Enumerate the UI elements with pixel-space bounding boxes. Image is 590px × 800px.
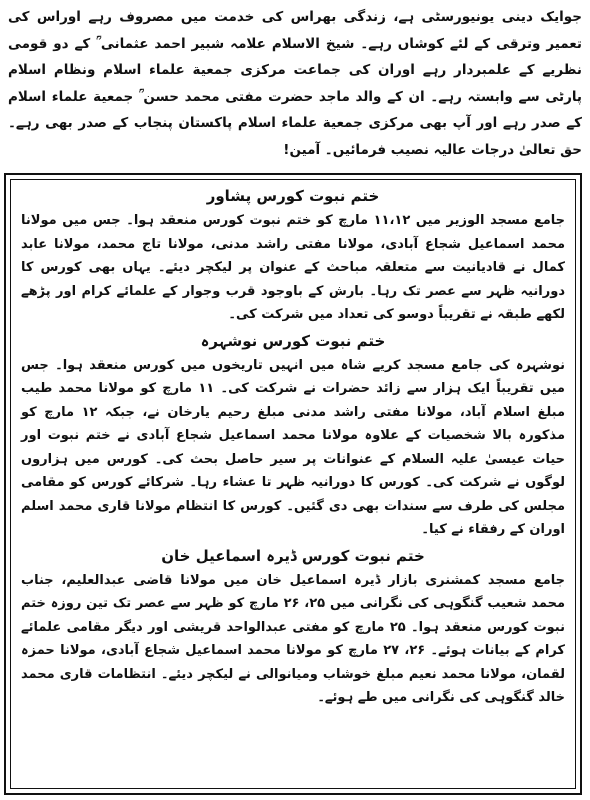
section-body: نوشہرہ کی جامع مسجد کریے شاہ میں انہیں تاریخوں میں کورس منعقد ہوا۔ جس میں تقریباً ایک ہزار سے زائد حضرات نے شرکت کی۔ ۱۱ مارچ کو مولانا محمد طیب مبلغ اسلام آباد، مولانا مفتی راشد مدنی مبلغ رحیم یارخان نے، جبکہ ۱۲ مارچ کو مذکورہ بالا شخصیات کے علاوہ مولانا محمد اسماعیل شجاع آبادی نے ختم نبوت اور حیات عیسیٰ علیہ السلام کے عنوانات پر سیر حاصل بحث کی۔ کورس میں ہزاروں لوگوں نے شرکت کی۔ کورس کا دورانیہ ظہر تا عشاء رہا۔ شرکائے کورس کو مقامی مجلس کی طرف سے سندات بھی دی گئیں۔ کورس کا انتظام مولانا قاری محمد اسلم اوران کے رفقاء نے کیا۔ — [21, 357, 566, 537]
intro-block — [8, 4, 582, 163]
section-heading: ختم نبوت کورس پشاور — [206, 187, 380, 205]
section-nowshera — [21, 329, 565, 542]
news-box-inner — [10, 179, 576, 789]
section-body: جامع مسجد الوزیر میں ۱۱،۱۲ مارچ کو ختم نبوت کورس منعقد ہوا۔ جس میں مولانا محمد اسماعیل شجاع آبادی، مولانا مفتی راشد مدنی، مولانا تاج محمد، مولانا عابد کمال نے قادیانیت سے متعلقہ مباحث کے عنوان پر لیکچر دیئے۔ یہاں بھی کورس کا دورانیہ ظہر سے عصر تک رہا۔ بارش کے باوجود قرب وجوار کے علمائے کرام اور پڑھے لکھے طبقہ نے تقریباً دوسو کی تعداد میں شرکت کی۔ — [21, 213, 565, 322]
section-body: جامع مسجد کمشنری بازار ڈیرہ اسماعیل خان میں مولانا قاضی عبدالعلیم، جناب محمد شعیب گنگوہی کی نگرانی میں ۲۵، ۲۶ مارچ کو ظہر سے عصر تک تین روزہ ختم نبوت کورس منعقد ہوا۔ ۲۵ مارچ کو مفتی عبدالواحد قریشی اور دیگر مقامی علمائے کرام کے بیانات ہوئے۔ ۲۶، ۲۷ مارچ کو مولانا محمد اسماعیل شجاع آبادی، مولانا حمزہ لقمان، مولانا محمد نعیم مبلغ خوشاب ومیانوالی نے لیکچر دیئے۔ انتظامات قاری محمد خالد گنگوہی کی نگرانی میں طے ہوئے۔ — [21, 572, 566, 705]
section-peshawar — [21, 184, 565, 327]
intro-paragraph: جوایک دینی یونیورسٹی ہے، زندگی بھراس کی خدمت میں مصروف رہے اوراس کی تعمیر وترقی کے لئے کوشاں رہے۔ شیخ الاسلام علامہ شبیر احمد عثمانی ؒ کے دو قومی نظریے کے علمبردار رہے اوران کی جماعت مرکزی جمعیة علماء اسلام ونظام اسلام پارٹی سے وابستہ رہے۔ ان کے والد ماجد حضرت مفتی محمد حسن ؒ جمعیة علماء اسلام کے صدر رہے اور آپ بھی مرکزی جمعیة علماء اسلام پاکستان پنجاب کے صدر بھی رہے۔ حق تعالیٰ درجات عالیہ نصیب فرمائیں۔ آمین! — [8, 9, 582, 158]
section-heading: ختم نبوت کورس ڈیرہ اسماعیل خان — [161, 546, 425, 565]
news-box — [4, 173, 582, 795]
section-dera-ismail-khan — [21, 544, 565, 710]
section-heading: ختم نبوت کورس نوشہرہ — [200, 331, 386, 350]
